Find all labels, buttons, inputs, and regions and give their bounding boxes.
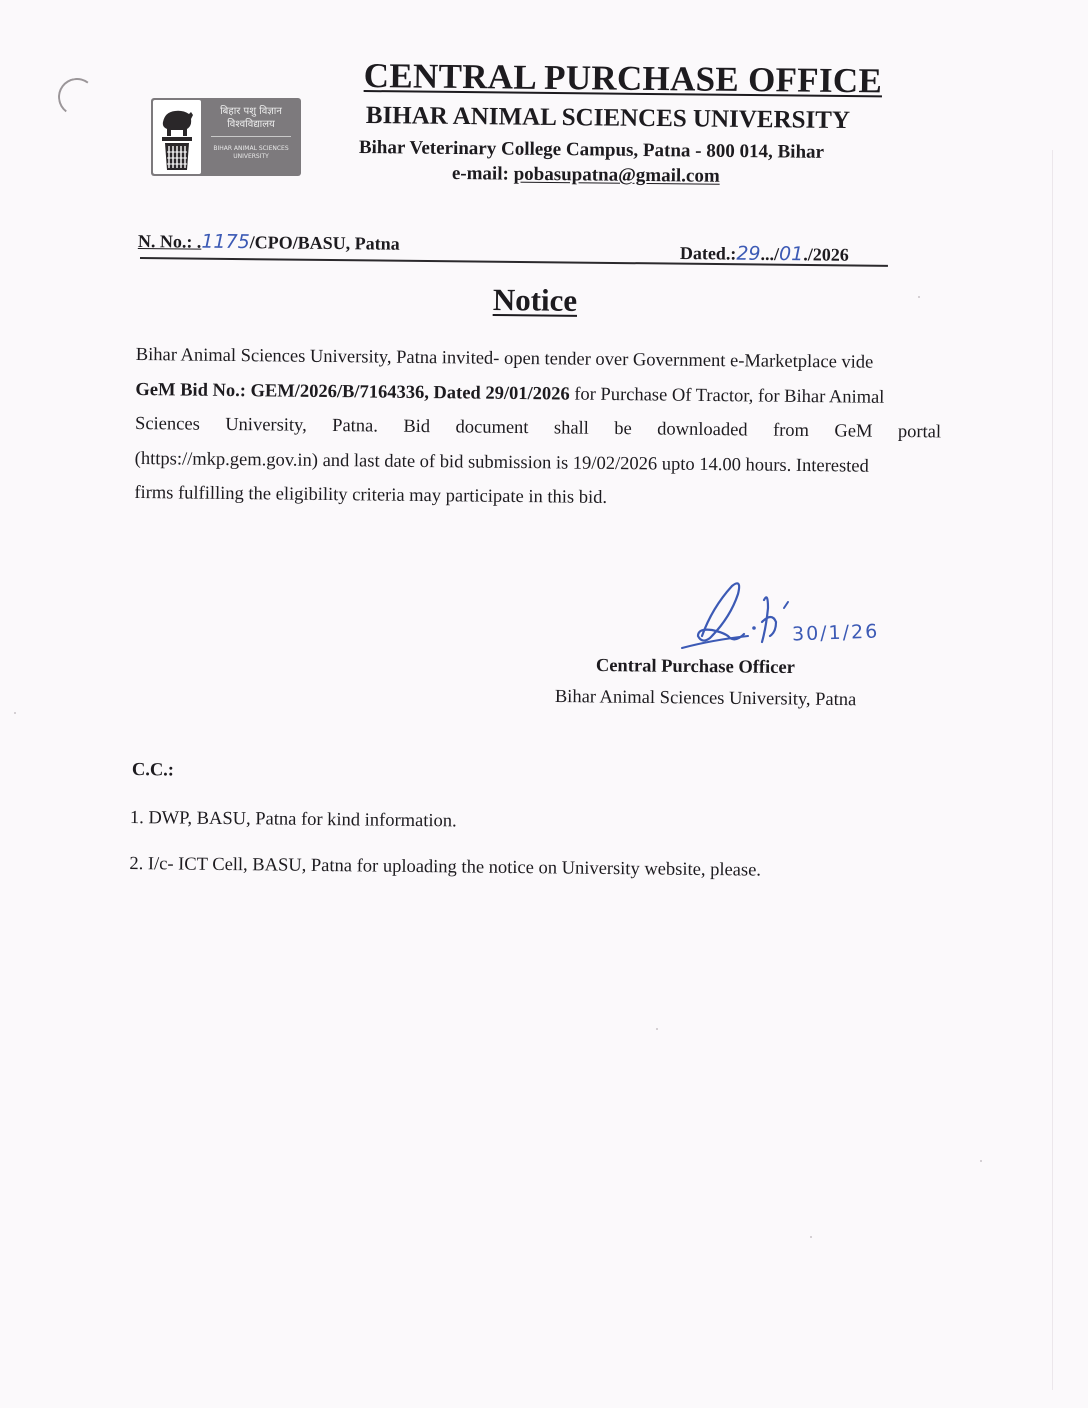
date-separator: ... — [760, 243, 775, 264]
office-email — [452, 163, 720, 188]
date-year: ./2026 — [803, 244, 849, 265]
officer-signature — [672, 578, 794, 658]
notice-line-2-rest: for Purchase Of Tractor, for Bihar Animal — [569, 384, 885, 408]
university-name: BIHAR ANIMAL SCIENCES UNIVERSITY — [365, 102, 851, 135]
punch-hole-mark — [56, 76, 99, 119]
logo-divider — [211, 136, 291, 137]
ashoka-emblem-icon — [153, 100, 201, 174]
date-day-handwritten: 29 — [736, 242, 761, 265]
office-title: CENTRAL PURCHASE OFFICE — [363, 56, 883, 101]
scan-speck — [810, 1236, 812, 1238]
notice-reference-number — [138, 230, 400, 255]
scan-speck — [918, 296, 920, 298]
email-address-link[interactable]: pobasupatna@gmail.com — [513, 163, 720, 187]
ref-number-handwritten: 1175 — [201, 230, 250, 254]
ref-number-suffix: /CPO/BASU, Patna — [249, 232, 400, 254]
notice-line-1: Bihar Animal Sciences University, Patna invited- open tender over Government e-Marketplace vide — [135, 344, 874, 373]
signatory-organization: Bihar Animal Sciences University, Patna — [554, 687, 857, 711]
cc-heading: C.C.: — [131, 760, 175, 781]
email-label: e-mail: — [451, 163, 509, 185]
scan-speck — [14, 712, 16, 714]
notice-line-3: Sciences University, Patna. Bid document shall be downloaded from GeM portal — [134, 414, 942, 443]
signatory-title: Central Purchase Officer — [595, 656, 795, 679]
cc-item: 2. I/c- ICT Cell, BASU, Patna for uploading the notice on University website, please. — [129, 853, 762, 881]
date-label: Dated.: — [679, 242, 737, 264]
notice-body — [134, 338, 942, 519]
logo-english-text: BIHAR ANIMAL SCIENCES UNIVERSITY — [213, 145, 289, 160]
university-logo — [151, 98, 301, 176]
scan-speck — [980, 1160, 982, 1162]
notice-heading: Notice — [492, 282, 578, 318]
cc-list — [129, 806, 762, 905]
scan-edge-line — [1052, 150, 1053, 1390]
signature-date-handwritten: 30/1/26 — [791, 620, 880, 646]
ref-number-label: N. No.: . — [137, 230, 202, 252]
cc-item: 1. DWP, BASU, Patna for kind information. — [129, 807, 457, 832]
notice-line-5: firms fulfilling the eligibility criteria may participate in this bid. — [134, 483, 608, 509]
scan-speck — [656, 1028, 658, 1030]
date-month-handwritten: 01 — [778, 243, 804, 266]
notice-date: Dated.:29.../01./2026 — [679, 242, 849, 266]
gem-bid-number: GeM Bid No.: GEM/2026/B/7164336, Dated 29/01/2026 — [135, 379, 570, 405]
logo-hindi-text: बिहार पशु विज्ञान विश्वविद्यालय — [220, 106, 282, 130]
notice-line-4: (https://mkp.gem.gov.in) and last date of bid submission is 19/02/2026 upto 14.00 hours. Interested — [134, 448, 869, 477]
office-address: Bihar Veterinary College Campus, Patna - 800 014, Bihar — [358, 137, 825, 163]
